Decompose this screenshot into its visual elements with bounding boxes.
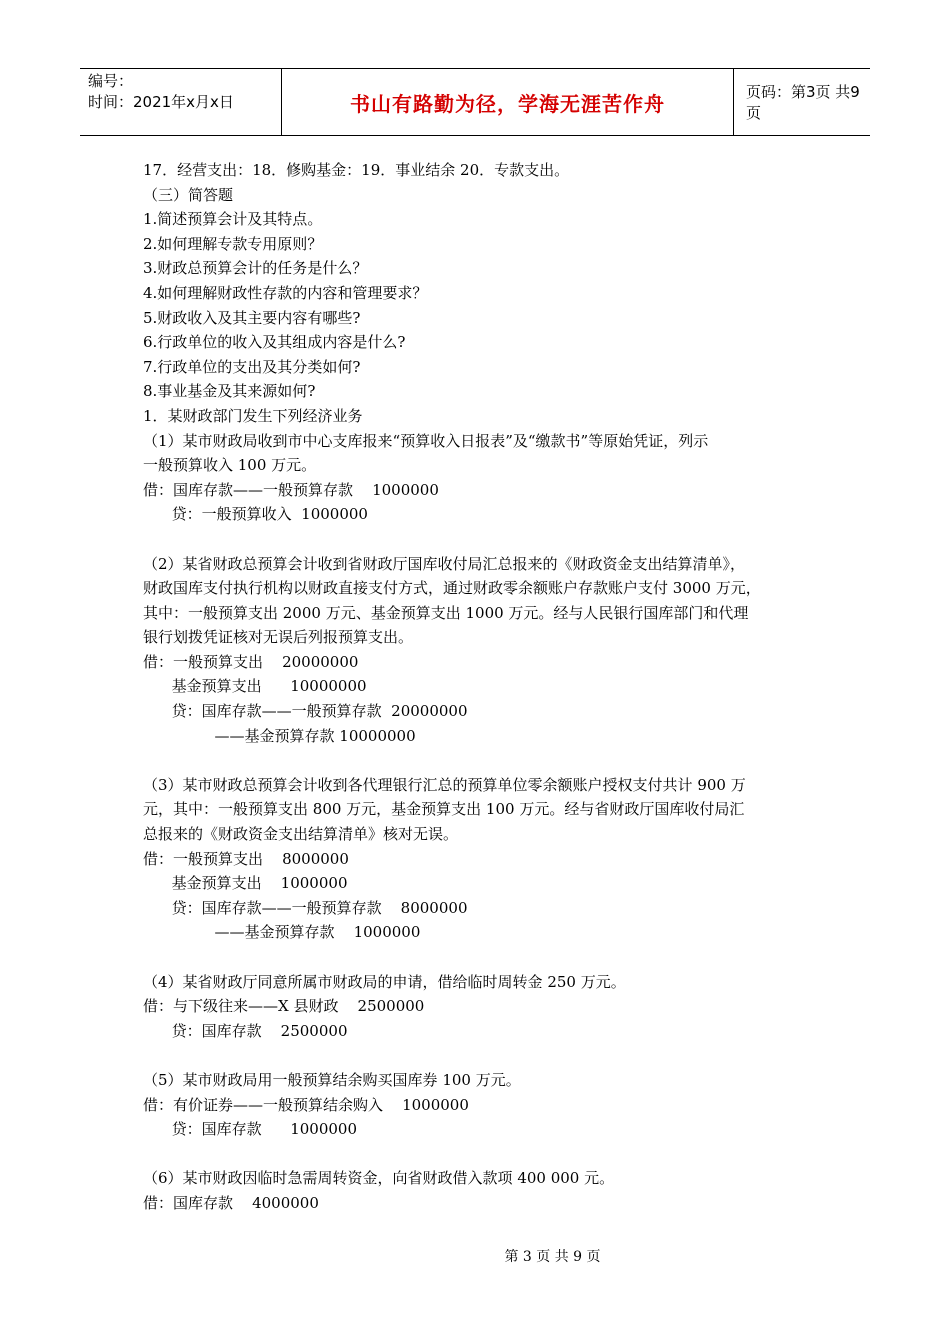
question-item: 4.如何理解财政性存款的内容和管理要求？ — [143, 283, 428, 302]
journal-entry: ——基金预算存款 1000000 — [143, 923, 421, 942]
journal-entry: 基金预算支出 10000000 — [143, 677, 367, 696]
header-page-cell — [734, 69, 870, 135]
transaction-text: （5）某市财政局用一般预算结余购买国库券 100 万元。 — [143, 1070, 521, 1089]
journal-entry: 借：一般预算支出 20000000 — [143, 652, 359, 671]
journal-entry: 贷：国库存款——一般预算存款 20000000 — [143, 702, 468, 721]
question-item: 5.财政收入及其主要内容有哪些? — [143, 308, 361, 327]
page-header — [80, 68, 870, 136]
blank-line — [143, 945, 823, 970]
journal-entry: 贷：国库存款 2500000 — [143, 1021, 348, 1040]
document-body — [143, 158, 823, 1216]
question-item: 6.行政单位的收入及其组成内容是什么? — [143, 333, 406, 352]
header-motto: 书山有路勤为径，学海无涯苦作舟 — [350, 91, 665, 116]
blank-line — [143, 1142, 823, 1167]
transaction-text: 总报来的《财政资金支出结算清单》核对无误。 — [143, 825, 459, 844]
header-motto-cell — [282, 69, 734, 135]
journal-entry: 借：有价证券——一般预算结余购入 1000000 — [143, 1095, 469, 1114]
transaction-text: （4）某省财政厅同意所属市财政局的申请，借给临时周转金 250 万元。 — [143, 972, 626, 991]
section-heading: （三）简答题 — [143, 185, 234, 204]
journal-entry: 借：国库存款 4000000 — [143, 1193, 319, 1212]
journal-entry: 借：国库存款——一般预算存款 1000000 — [143, 480, 439, 499]
page-footer: 第 3 页 共 9 页 — [504, 1249, 601, 1265]
header-page-number: 页码：第3页 共9页 — [746, 83, 860, 122]
transaction-text: （3）某市财政总预算会计收到各代理银行汇总的预算单位零余额账户授权支付共计 900 万 — [143, 775, 746, 794]
text-line: 17．经营支出：18．修购基金：19．事业结余 20．专款支出。 — [143, 161, 570, 179]
transaction-text: （6）某市财政因临时急需周转资金，向省财政借入款项 400 000 元。 — [143, 1169, 615, 1188]
transaction-text: （1）某市财政局收到市中心支库报来“预算收入日报表”及“缴款书”等原始凭证，列示 — [143, 431, 709, 450]
transaction-text: 银行划拨凭证核对无误后列报预算支出。 — [143, 628, 414, 647]
journal-entry: 贷：一般预算收入 1000000 — [143, 505, 368, 524]
document-number-label: 编号： — [88, 72, 134, 90]
blank-line — [143, 527, 823, 552]
exercise-heading: 1．某财政部门发生下列经济业务 — [143, 406, 363, 425]
transaction-text: 一般预算收入 100 万元。 — [143, 456, 317, 475]
journal-entry: 借：与下级往来——X 县财政 2500000 — [143, 997, 425, 1016]
journal-entry: 基金预算支出 1000000 — [143, 874, 348, 893]
transaction-text: 财政国库支付执行机构以财政直接支付方式，通过财政零余额账户存款账户支付 3000 万元， — [143, 579, 761, 598]
blank-line — [143, 1043, 823, 1068]
journal-entry: 借：一般预算支出 8000000 — [143, 849, 349, 868]
journal-entry: 贷：国库存款——一般预算存款 8000000 — [143, 898, 468, 917]
document-date-label: 时间：2021年x月x日 — [88, 93, 234, 111]
transaction-text: （2）某省财政总预算会计收到省财政厅国库收付局汇总报来的《财政资金支出结算清单》， — [143, 554, 746, 573]
transaction-text: 其中：一般预算支出 2000 万元、基金预算支出 1000 万元。经与人民银行国库部门和代理 — [143, 603, 749, 622]
question-item: 3.财政总预算会计的任务是什么？ — [143, 259, 368, 278]
question-item: 2.如何理解专款专用原则？ — [143, 234, 323, 253]
journal-entry: ——基金预算存款 10000000 — [143, 726, 416, 745]
journal-entry: 贷：国库存款 1000000 — [143, 1120, 358, 1139]
question-item: 1.简述预算会计及其特点。 — [143, 210, 323, 229]
header-meta — [80, 69, 282, 135]
transaction-text: 元，其中：一般预算支出 800 万元，基金预算支出 100 万元。经与省财政厅国库收付局汇 — [143, 800, 745, 819]
question-item: 7.行政单位的支出及其分类如何? — [143, 357, 361, 376]
blank-line — [143, 748, 823, 773]
question-item: 8.事业基金及其来源如何? — [143, 382, 316, 401]
